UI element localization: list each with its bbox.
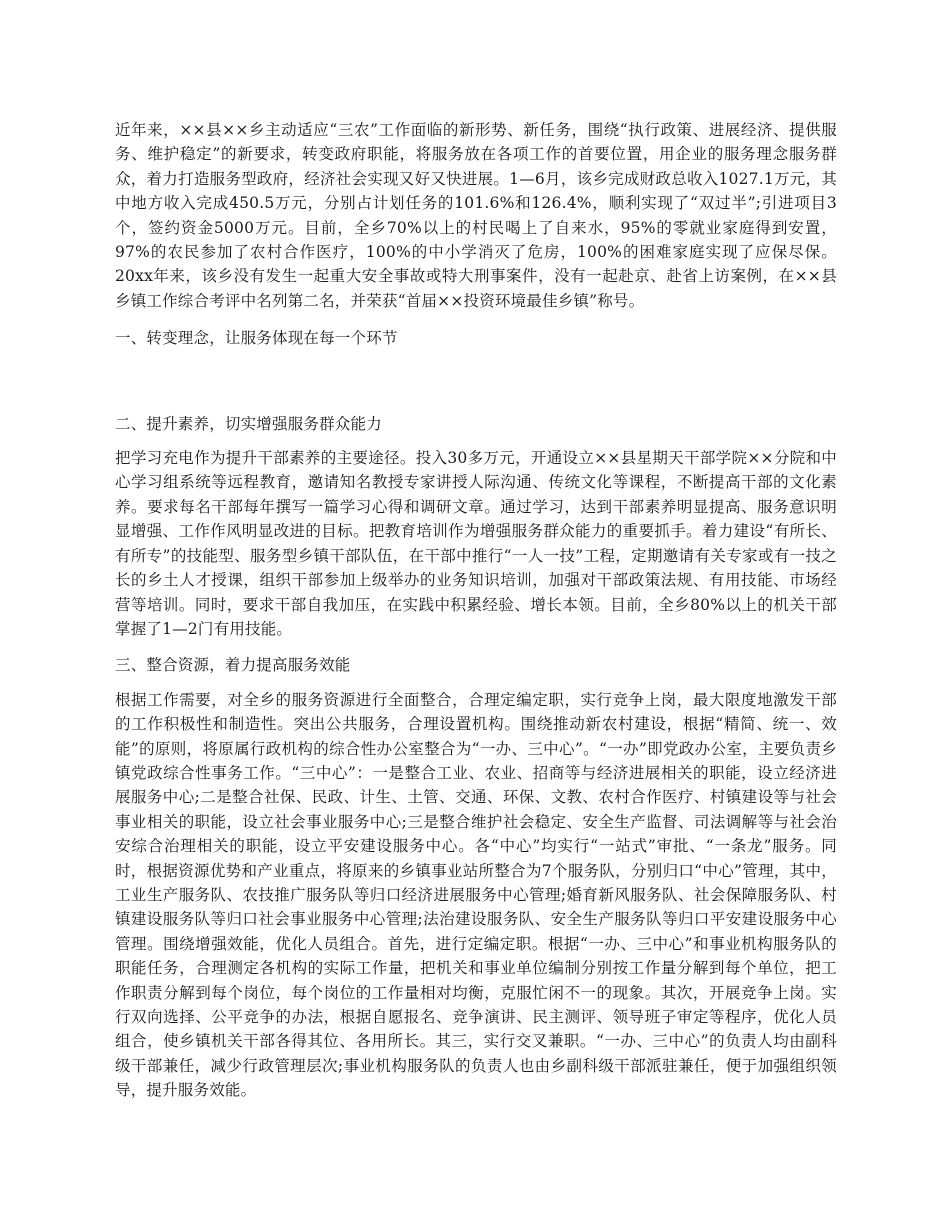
section-2-heading: 二、提升素养，切实增强服务群众能力 <box>115 414 382 433</box>
intro-paragraph: 近年来，××县××乡主动适应“三农”工作面临的新形势、新任务，围绕“执行政策、进展经济、提供服务、维护稳定”的新要求，转变政府职能，将服务放在各项工作的首要位置，用企业的服务理念服务群众，着力打造服务型政府，经济社会实现又好又快进展。1—6月，该乡完成财政总收入1027.1万元，其中地方收入完成450.5万元，分别占计划任务的101.6%和126.4%，顺利实现了“双过半”;引进项目3个，签约资金5000万元。目前，全乡70%以上的村民喝上了自来水，95%的零就业家庭得到安置，97%的农民参加了农村合作医疗，100%的中小学消灭了危房，100%的困难家庭实现了应保尽保。20xx年来，该乡没有发生一起重大安全事故或特大刑事案件，没有一起赴京、赴省上访案例，在××县乡镇工作综合考评中名列第二名，并荣获“首届××投资环境最佳乡镇”称号。 <box>115 121 837 310</box>
document-page <box>115 112 837 1103</box>
section-3-heading: 三、整合资源，着力提高服务效能 <box>115 656 351 675</box>
section-1-heading: 一、转变理念，让服务体现在每一个环节 <box>115 329 398 348</box>
section-2-paragraph: 把学习充电作为提升干部素养的主要途径。投入30多万元，开通设立××县星期天干部学院××分院和中心学习组系统等远程教育，邀请知名教授专家讲授人际沟通、传统文化等课程，不断提高干部的文化素养。要求每名干部每年撰写一篇学习心得和调研文章。通过学习，达到干部素养明显提高、服务意识明显增强、工作作风明显改进的目标。把教育培训作为增强服务群众能力的重要抓手。着力建设“有所长、有所专”的技能型、服务型乡镇干部队伍，在干部中推行“一人一技”工程，定期邀请有关专家或有一技之长的乡土人才授课，组织干部参加上级举办的业务知识培训，加强对干部政策法规、有用技能、市场经营等培训。同时，要求干部自我加压，在实践中积累经验、增长本领。目前，全乡80%以上的机关干部掌握了1—2门有用技能。 <box>115 449 837 638</box>
section-3-paragraph: 根据工作需要，对全乡的服务资源进行全面整合，合理定编定职，实行竞争上岗，最大限度地激发干部的工作积极性和制造性。突出公共服务，合理设置机构。围绕推动新农村建设，根据“精简、统一、效能”的原则，将原属行政机构的综合性办公室整合为“一办、三中心”。“一办”即党政办公室，主要负责乡镇党政综合性事务工作。“三中心”：一是整合工业、农业、招商等与经济进展相关的职能，设立经济进展服务中心;二是整合社保、民政、计生、土管、交通、环保、文教、农村合作医疗、村镇建设等与社会事业相关的职能，设立社会事业服务中心;三是整合维护社会稳定、安全生产监督、司法调解等与社会治安综合治理相关的职能，设立平安建设服务中心。各“中心”均实行“一站式”审批、“一条龙”服务。同时，根据资源优势和产业重点，将原来的乡镇事业站所整合为7个服务队，分别归口“中心”管理，其中，工业生产服务队、农技推广服务队等归口经济进展服务中心管理;婚育新风服务队、社会保障服务队、村镇建设服务队等归口社会事业服务中心管理;法治建设服务队、安全生产服务队等归口平安建设服务中心管理。围绕增强效能，优化人员组合。首先，进行定编定职。根据“一办、三中心”和事业机构服务队的职能任务，合理测定各机构的实际工作量，把机关和事业单位编制分别按工作量分解到每个单位，把工作职责分解到每个岗位，每个岗位的工作量相对均衡，克服忙闲不一的现象。其次，开展竞争上岗。实行双向选择、公平竞争的办法，根据自愿报名、竞争演讲、民主测评、领导班子审定等程序，优化人员组合，使乡镇机关干部各得其位、各用所长。其三，实行交叉兼职。“一办、三中心”的负责人均由副科级干部兼任，减少行政管理层次;事业机构服务队的负责人也由乡副科级干部派驻兼任，便于加强组织领导，提升服务效能。 <box>115 690 837 1100</box>
